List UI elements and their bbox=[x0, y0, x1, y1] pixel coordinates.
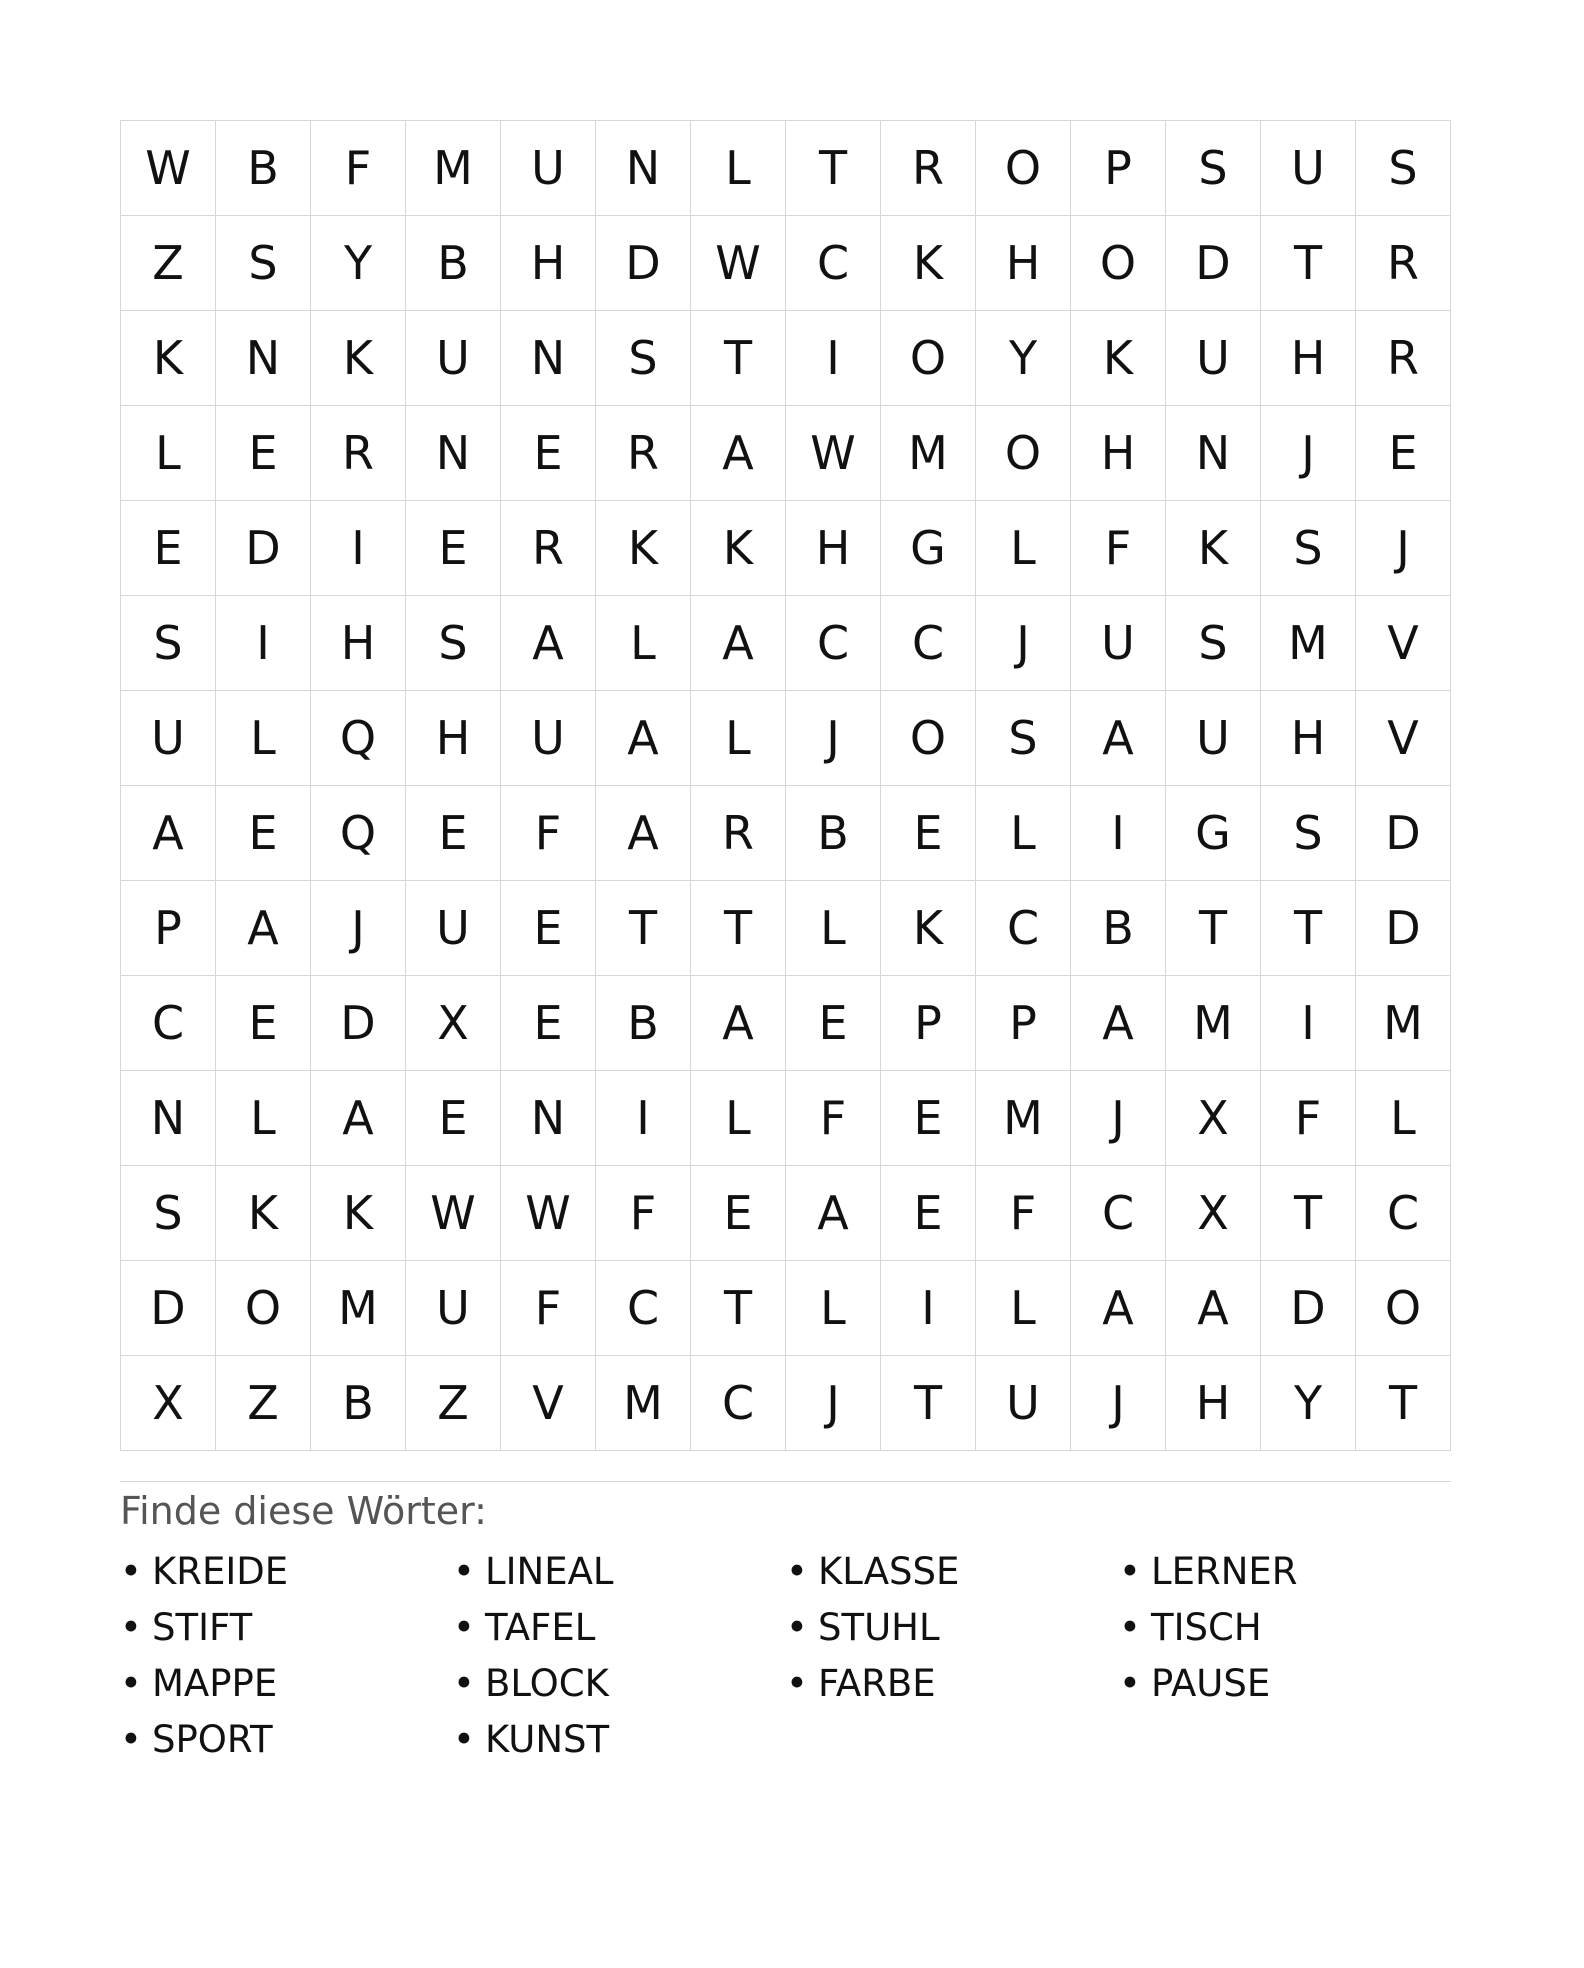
grid-cell[interactable]: W bbox=[691, 216, 786, 311]
grid-cell[interactable]: D bbox=[1356, 881, 1451, 976]
grid-cell[interactable]: W bbox=[406, 1166, 501, 1261]
grid-cell[interactable]: T bbox=[691, 881, 786, 976]
grid-cell[interactable]: W bbox=[501, 1166, 596, 1261]
grid-cell[interactable]: U bbox=[1261, 121, 1356, 216]
grid-cell[interactable]: J bbox=[1071, 1071, 1166, 1166]
grid-cell[interactable]: K bbox=[216, 1166, 311, 1261]
grid-cell[interactable]: A bbox=[691, 406, 786, 501]
grid-cell[interactable]: I bbox=[596, 1071, 691, 1166]
grid-cell[interactable]: O bbox=[1356, 1261, 1451, 1356]
grid-cell[interactable]: Y bbox=[311, 216, 406, 311]
grid-cell[interactable]: T bbox=[881, 1356, 976, 1451]
grid-cell[interactable]: A bbox=[121, 786, 216, 881]
grid-cell[interactable]: E bbox=[216, 406, 311, 501]
grid-cell[interactable]: K bbox=[881, 881, 976, 976]
grid-cell[interactable]: E bbox=[691, 1166, 786, 1261]
grid-cell[interactable]: U bbox=[1166, 311, 1261, 406]
grid-cell[interactable]: J bbox=[786, 691, 881, 786]
grid-cell[interactable]: O bbox=[881, 311, 976, 406]
grid-cell[interactable]: L bbox=[786, 881, 881, 976]
grid-cell[interactable]: C bbox=[881, 596, 976, 691]
grid-cell[interactable]: K bbox=[1166, 501, 1261, 596]
bullet-icon: • bbox=[1119, 1550, 1141, 1593]
grid-cell[interactable]: L bbox=[216, 691, 311, 786]
grid-cell[interactable]: E bbox=[881, 1166, 976, 1261]
grid-cell[interactable]: N bbox=[121, 1071, 216, 1166]
grid-cell[interactable]: O bbox=[976, 121, 1071, 216]
word-search-sheet bbox=[120, 120, 1451, 1768]
grid-cell[interactable]: C bbox=[786, 216, 881, 311]
grid-cell[interactable]: R bbox=[881, 121, 976, 216]
bullet-icon: • bbox=[786, 1662, 808, 1705]
grid-cell[interactable]: E bbox=[406, 786, 501, 881]
grid-cell[interactable]: B bbox=[596, 976, 691, 1071]
grid-cell[interactable]: A bbox=[786, 1166, 881, 1261]
grid-cell[interactable]: J bbox=[976, 596, 1071, 691]
grid-cell[interactable]: R bbox=[1356, 216, 1451, 311]
word-list-item bbox=[120, 1712, 453, 1768]
grid-cell[interactable]: O bbox=[976, 406, 1071, 501]
word-list-item bbox=[453, 1544, 786, 1600]
grid-cell[interactable]: B bbox=[786, 786, 881, 881]
grid-cell[interactable]: V bbox=[1356, 596, 1451, 691]
grid-cell[interactable]: A bbox=[1071, 691, 1166, 786]
grid-cell[interactable]: R bbox=[691, 786, 786, 881]
grid-cell[interactable]: Y bbox=[1261, 1356, 1356, 1451]
grid-cell[interactable]: E bbox=[881, 1071, 976, 1166]
grid-cell[interactable]: U bbox=[121, 691, 216, 786]
grid-cell[interactable]: S bbox=[406, 596, 501, 691]
word-list-item bbox=[453, 1600, 786, 1656]
grid-cell[interactable]: U bbox=[1071, 596, 1166, 691]
bullet-icon: • bbox=[1119, 1606, 1141, 1649]
word-label: FARBE bbox=[818, 1662, 936, 1705]
grid-cell[interactable]: N bbox=[216, 311, 311, 406]
grid-cell[interactable]: K bbox=[311, 311, 406, 406]
grid-cell[interactable]: V bbox=[1356, 691, 1451, 786]
grid-cell[interactable]: K bbox=[596, 501, 691, 596]
word-list-item bbox=[786, 1656, 1119, 1712]
word-list-item bbox=[786, 1544, 1119, 1600]
word-list-title: Finde diese Wörter: bbox=[120, 1489, 487, 1533]
grid-cell[interactable]: L bbox=[596, 596, 691, 691]
grid-cell[interactable]: X bbox=[406, 976, 501, 1071]
grid-cell[interactable]: N bbox=[1166, 406, 1261, 501]
grid-cell[interactable]: E bbox=[216, 786, 311, 881]
grid-cell[interactable]: R bbox=[1356, 311, 1451, 406]
grid-cell[interactable]: S bbox=[121, 1166, 216, 1261]
word-list-item bbox=[120, 1656, 453, 1712]
grid-cell[interactable]: Z bbox=[216, 1356, 311, 1451]
grid-cell[interactable]: K bbox=[691, 501, 786, 596]
grid-cell[interactable]: F bbox=[786, 1071, 881, 1166]
grid-cell[interactable]: T bbox=[691, 311, 786, 406]
grid-cell[interactable]: U bbox=[406, 1261, 501, 1356]
grid-cell[interactable]: S bbox=[1356, 121, 1451, 216]
grid-cell[interactable]: L bbox=[976, 501, 1071, 596]
word-label: STIFT bbox=[152, 1606, 253, 1649]
grid-cell[interactable]: C bbox=[596, 1261, 691, 1356]
grid-cell[interactable]: P bbox=[1071, 121, 1166, 216]
grid-cell[interactable]: A bbox=[216, 881, 311, 976]
grid-cell[interactable]: A bbox=[691, 976, 786, 1071]
grid-cell[interactable]: M bbox=[1261, 596, 1356, 691]
grid-cell[interactable]: D bbox=[121, 1261, 216, 1356]
word-list-item bbox=[453, 1656, 786, 1712]
grid-cell[interactable]: Y bbox=[976, 311, 1071, 406]
grid-cell[interactable]: D bbox=[1356, 786, 1451, 881]
bullet-icon: • bbox=[120, 1718, 142, 1761]
bullet-icon: • bbox=[453, 1662, 475, 1705]
grid-cell[interactable]: A bbox=[1071, 976, 1166, 1071]
grid-cell[interactable]: R bbox=[596, 406, 691, 501]
grid-cell[interactable]: C bbox=[1356, 1166, 1451, 1261]
grid-cell[interactable]: H bbox=[406, 691, 501, 786]
grid-cell[interactable]: K bbox=[311, 1166, 406, 1261]
grid-cell[interactable]: M bbox=[596, 1356, 691, 1451]
grid-cell[interactable]: Q bbox=[311, 691, 406, 786]
grid-cell[interactable]: N bbox=[501, 1071, 596, 1166]
grid-cell[interactable]: P bbox=[881, 976, 976, 1071]
grid-cell[interactable]: L bbox=[691, 121, 786, 216]
grid-cell[interactable]: A bbox=[1166, 1261, 1261, 1356]
grid-cell[interactable]: A bbox=[501, 596, 596, 691]
grid-cell[interactable]: G bbox=[881, 501, 976, 596]
grid-cell[interactable]: L bbox=[121, 406, 216, 501]
grid-cell[interactable]: S bbox=[1261, 501, 1356, 596]
grid-cell[interactable]: Q bbox=[311, 786, 406, 881]
grid-cell[interactable]: I bbox=[786, 311, 881, 406]
grid-cell[interactable]: M bbox=[1166, 976, 1261, 1071]
grid-cell[interactable]: F bbox=[596, 1166, 691, 1261]
grid-cell[interactable]: J bbox=[1356, 501, 1451, 596]
bullet-icon: • bbox=[1119, 1662, 1141, 1705]
grid-cell[interactable]: H bbox=[501, 216, 596, 311]
grid-cell[interactable]: E bbox=[881, 786, 976, 881]
grid-cell[interactable]: U bbox=[406, 881, 501, 976]
bullet-icon: • bbox=[120, 1662, 142, 1705]
grid-cell[interactable]: O bbox=[1071, 216, 1166, 311]
grid-cell[interactable]: L bbox=[691, 1071, 786, 1166]
bullet-icon: • bbox=[120, 1550, 142, 1593]
grid-cell[interactable]: M bbox=[311, 1261, 406, 1356]
word-list-item bbox=[786, 1600, 1119, 1656]
grid-cell[interactable]: A bbox=[596, 786, 691, 881]
grid-cell[interactable]: O bbox=[216, 1261, 311, 1356]
grid-cell[interactable]: H bbox=[1261, 691, 1356, 786]
grid-cell[interactable]: P bbox=[121, 881, 216, 976]
grid-cell[interactable]: A bbox=[596, 691, 691, 786]
grid-cell[interactable]: H bbox=[1166, 1356, 1261, 1451]
grid-cell[interactable]: C bbox=[121, 976, 216, 1071]
grid-cell[interactable]: D bbox=[216, 501, 311, 596]
grid-cell[interactable]: U bbox=[501, 121, 596, 216]
word-list-item bbox=[453, 1712, 786, 1768]
grid-cell[interactable]: K bbox=[1071, 311, 1166, 406]
grid-cell[interactable]: F bbox=[1261, 1071, 1356, 1166]
word-label: LINEAL bbox=[485, 1550, 614, 1593]
grid-cell[interactable]: E bbox=[406, 501, 501, 596]
grid-cell[interactable]: Z bbox=[406, 1356, 501, 1451]
grid-cell[interactable]: B bbox=[1071, 881, 1166, 976]
word-label: KUNST bbox=[485, 1718, 610, 1761]
grid-cell[interactable]: T bbox=[1261, 881, 1356, 976]
grid-cell[interactable]: E bbox=[1356, 406, 1451, 501]
grid-cell[interactable]: F bbox=[501, 1261, 596, 1356]
grid-cell[interactable]: X bbox=[1166, 1166, 1261, 1261]
word-list-item bbox=[120, 1600, 453, 1656]
grid-cell[interactable]: A bbox=[1071, 1261, 1166, 1356]
grid-cell[interactable]: L bbox=[216, 1071, 311, 1166]
grid-cell[interactable]: I bbox=[216, 596, 311, 691]
grid-cell[interactable]: R bbox=[501, 501, 596, 596]
grid-cell[interactable]: U bbox=[1166, 691, 1261, 786]
grid-cell[interactable]: B bbox=[311, 1356, 406, 1451]
bullet-icon: • bbox=[453, 1606, 475, 1649]
word-label: TAFEL bbox=[485, 1606, 596, 1649]
grid-cell[interactable]: P bbox=[976, 976, 1071, 1071]
grid-cell[interactable]: H bbox=[786, 501, 881, 596]
grid-cell[interactable]: T bbox=[1261, 216, 1356, 311]
grid-cell[interactable]: E bbox=[786, 976, 881, 1071]
grid-cell[interactable]: E bbox=[501, 406, 596, 501]
grid-cell[interactable]: S bbox=[976, 691, 1071, 786]
grid-cell[interactable]: E bbox=[121, 501, 216, 596]
grid-cell[interactable]: R bbox=[311, 406, 406, 501]
grid-cell[interactable]: L bbox=[976, 1261, 1071, 1356]
grid-cell[interactable]: C bbox=[976, 881, 1071, 976]
grid-cell[interactable]: C bbox=[786, 596, 881, 691]
grid-cell[interactable]: I bbox=[881, 1261, 976, 1356]
bullet-icon: • bbox=[786, 1606, 808, 1649]
grid-cell[interactable]: L bbox=[1356, 1071, 1451, 1166]
word-list bbox=[120, 1544, 1451, 1768]
grid-cell[interactable]: E bbox=[501, 976, 596, 1071]
word-label: BLOCK bbox=[485, 1662, 609, 1705]
grid-cell[interactable]: U bbox=[501, 691, 596, 786]
grid-cell[interactable]: J bbox=[786, 1356, 881, 1451]
grid-cell[interactable]: B bbox=[406, 216, 501, 311]
grid-cell[interactable]: S bbox=[1261, 786, 1356, 881]
grid-cell[interactable]: Z bbox=[121, 216, 216, 311]
word-list-item bbox=[1119, 1600, 1452, 1656]
grid-cell[interactable]: T bbox=[1166, 881, 1261, 976]
bullet-icon: • bbox=[453, 1718, 475, 1761]
grid-cell[interactable]: M bbox=[406, 121, 501, 216]
word-list-item bbox=[1119, 1544, 1452, 1600]
grid-cell[interactable]: D bbox=[1261, 1261, 1356, 1356]
grid-cell[interactable]: I bbox=[311, 501, 406, 596]
grid-cell[interactable]: L bbox=[976, 786, 1071, 881]
grid-cell[interactable]: U bbox=[406, 311, 501, 406]
grid-cell[interactable]: I bbox=[1071, 786, 1166, 881]
grid-cell[interactable]: V bbox=[501, 1356, 596, 1451]
grid-cell[interactable]: H bbox=[1071, 406, 1166, 501]
grid-cell[interactable]: J bbox=[311, 881, 406, 976]
grid-cell[interactable]: G bbox=[1166, 786, 1261, 881]
grid-cell[interactable]: N bbox=[596, 121, 691, 216]
grid-cell[interactable]: D bbox=[311, 976, 406, 1071]
word-list-item bbox=[120, 1544, 453, 1600]
grid-cell[interactable]: F bbox=[501, 786, 596, 881]
grid-cell[interactable]: J bbox=[1071, 1356, 1166, 1451]
grid-cell[interactable]: U bbox=[976, 1356, 1071, 1451]
bullet-icon: • bbox=[786, 1550, 808, 1593]
grid-cell[interactable]: E bbox=[406, 1071, 501, 1166]
grid-cell[interactable]: C bbox=[691, 1356, 786, 1451]
bullet-icon: • bbox=[453, 1550, 475, 1593]
grid-cell[interactable]: A bbox=[311, 1071, 406, 1166]
grid-cell[interactable]: D bbox=[596, 216, 691, 311]
grid-cell[interactable]: S bbox=[1166, 121, 1261, 216]
word-list-item bbox=[1119, 1656, 1452, 1712]
grid-cell[interactable]: N bbox=[501, 311, 596, 406]
grid-cell[interactable]: H bbox=[1261, 311, 1356, 406]
grid-cell[interactable]: S bbox=[216, 216, 311, 311]
word-label: LERNER bbox=[1151, 1550, 1298, 1593]
grid-cell[interactable]: C bbox=[1071, 1166, 1166, 1261]
grid-cell[interactable]: T bbox=[691, 1261, 786, 1356]
grid-cell[interactable]: M bbox=[1356, 976, 1451, 1071]
grid-cell[interactable]: F bbox=[976, 1166, 1071, 1261]
grid-cell[interactable]: L bbox=[691, 691, 786, 786]
grid-cell[interactable]: I bbox=[1261, 976, 1356, 1071]
grid-cell[interactable]: W bbox=[121, 121, 216, 216]
word-label: PAUSE bbox=[1151, 1662, 1271, 1705]
letter-grid bbox=[120, 120, 1451, 1451]
grid-cell[interactable]: S bbox=[1166, 596, 1261, 691]
word-label: KREIDE bbox=[152, 1550, 289, 1593]
grid-cell[interactable]: O bbox=[881, 691, 976, 786]
word-label: SPORT bbox=[152, 1718, 273, 1761]
bullet-icon: • bbox=[120, 1606, 142, 1649]
grid-cell[interactable]: F bbox=[311, 121, 406, 216]
grid-cell[interactable]: K bbox=[121, 311, 216, 406]
grid-cell[interactable]: E bbox=[501, 881, 596, 976]
grid-cell[interactable]: K bbox=[881, 216, 976, 311]
grid-cell[interactable]: L bbox=[786, 1261, 881, 1356]
grid-cell[interactable]: E bbox=[216, 976, 311, 1071]
grid-cell[interactable]: T bbox=[1261, 1166, 1356, 1261]
grid-cell[interactable]: W bbox=[786, 406, 881, 501]
grid-cell[interactable]: T bbox=[1356, 1356, 1451, 1451]
grid-cell[interactable]: H bbox=[976, 216, 1071, 311]
grid-cell[interactable]: T bbox=[596, 881, 691, 976]
grid-cell[interactable]: X bbox=[121, 1356, 216, 1451]
grid-cell[interactable]: N bbox=[406, 406, 501, 501]
word-label: KLASSE bbox=[818, 1550, 960, 1593]
grid-cell[interactable]: J bbox=[1261, 406, 1356, 501]
grid-cell[interactable]: M bbox=[976, 1071, 1071, 1166]
grid-cell[interactable]: F bbox=[1071, 501, 1166, 596]
divider bbox=[120, 1481, 1451, 1482]
word-label: STUHL bbox=[818, 1606, 940, 1649]
grid-cell[interactable]: A bbox=[691, 596, 786, 691]
grid-cell[interactable]: B bbox=[216, 121, 311, 216]
grid-cell[interactable]: M bbox=[881, 406, 976, 501]
grid-cell[interactable]: S bbox=[596, 311, 691, 406]
grid-cell[interactable]: S bbox=[121, 596, 216, 691]
grid-cell[interactable]: X bbox=[1166, 1071, 1261, 1166]
grid-cell[interactable]: D bbox=[1166, 216, 1261, 311]
grid-cell[interactable]: H bbox=[311, 596, 406, 691]
grid-cell[interactable]: T bbox=[786, 121, 881, 216]
word-label: MAPPE bbox=[152, 1662, 278, 1705]
word-label: TISCH bbox=[1151, 1606, 1262, 1649]
